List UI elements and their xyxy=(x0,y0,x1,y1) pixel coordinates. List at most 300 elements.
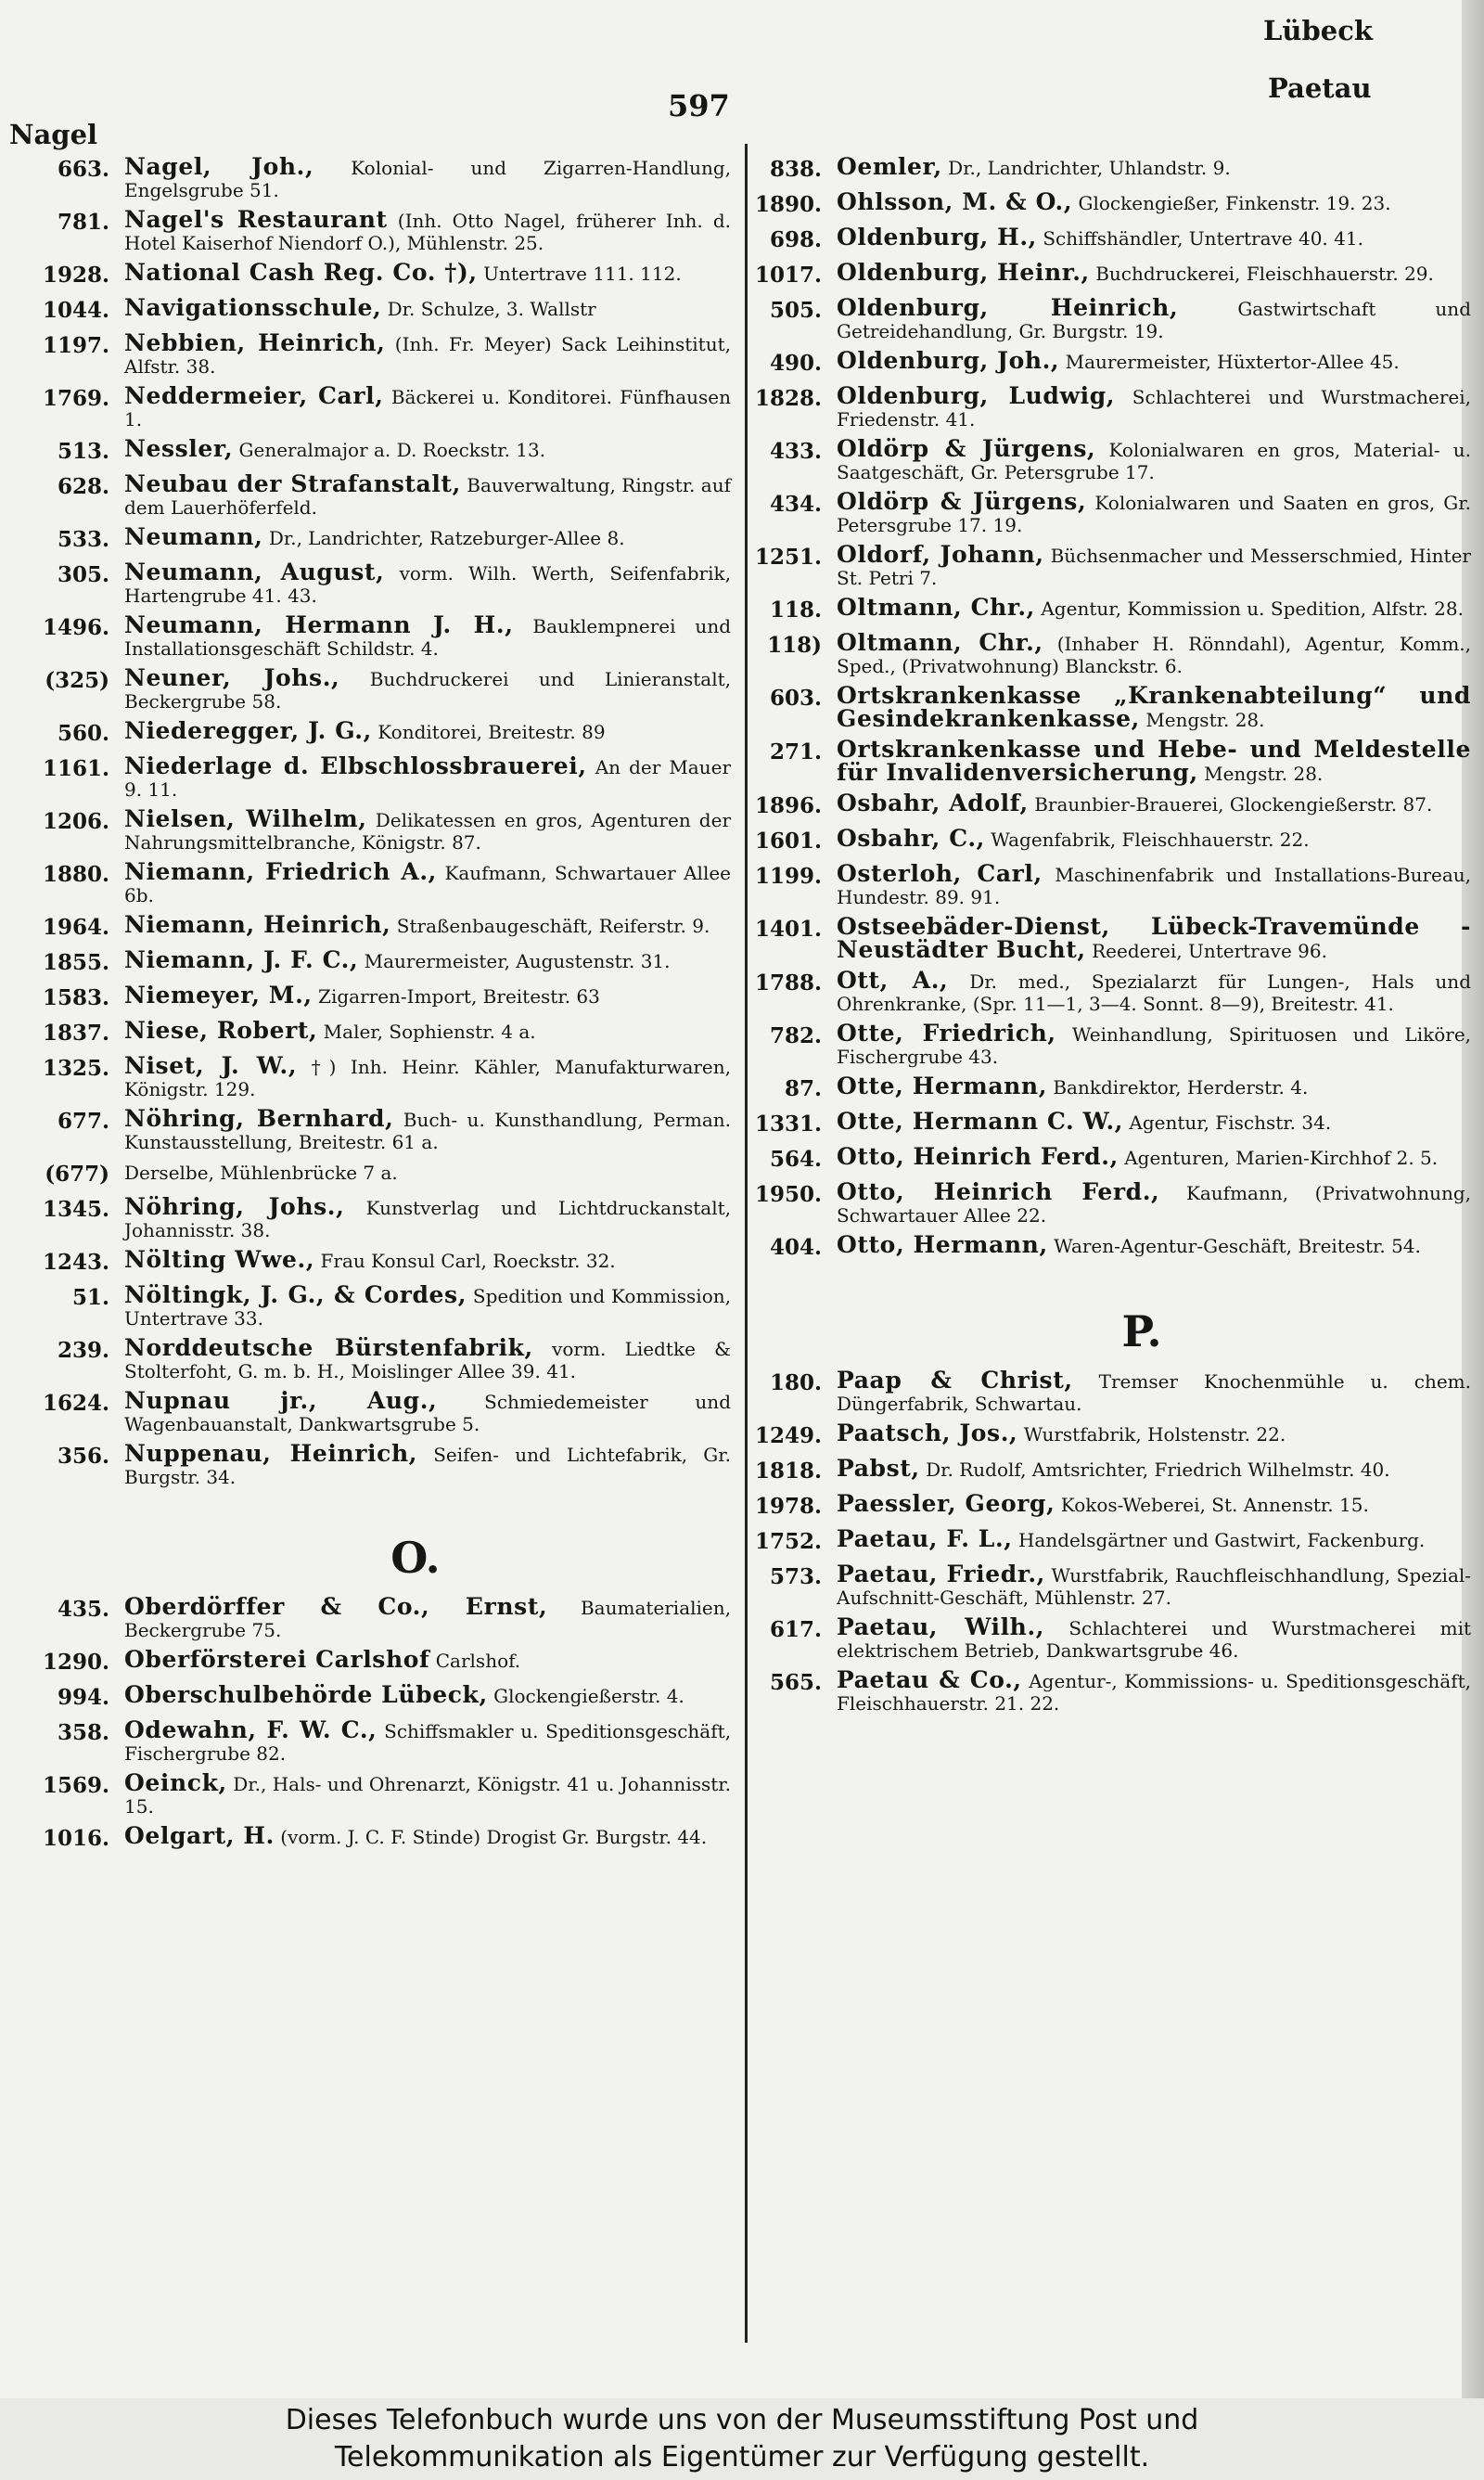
entry-body xyxy=(124,153,731,201)
entry-details: Mengstr. 28. xyxy=(1145,709,1265,731)
entry-body xyxy=(837,1666,1471,1715)
entry-body xyxy=(837,792,1471,820)
directory-entry xyxy=(729,188,1471,219)
footer-line-1: Dieses Telefonbuch wurde uns von der Museumsstiftung Post und xyxy=(285,2404,1199,2436)
entry-phone-number: 1161. xyxy=(42,756,109,781)
entry-name: Otte, Hermann, xyxy=(837,1073,1047,1099)
entry-phone-number: 358. xyxy=(57,1720,109,1745)
entry-body xyxy=(124,1822,731,1853)
entry-phone-number: 434. xyxy=(769,492,822,517)
entry-phone-number: 1837. xyxy=(42,1021,109,1046)
directory-entry xyxy=(729,1108,1471,1138)
entry-body xyxy=(837,1108,1471,1138)
entry-phone-number: 1331. xyxy=(754,1112,822,1137)
entry-phone-number: 1978. xyxy=(754,1494,822,1519)
entry-body xyxy=(837,382,1472,430)
entry-body xyxy=(124,435,731,466)
entry-phone-number: 994. xyxy=(57,1685,109,1710)
entry-phone-number: (677) xyxy=(45,1162,109,1187)
directory-entry xyxy=(729,1525,1471,1556)
directory-entry xyxy=(729,382,1472,430)
entry-body xyxy=(837,1490,1471,1521)
left-column xyxy=(17,153,732,1860)
entry-details: Kunstverlag und Lichtdruckanstalt, Johannisstr. 38. xyxy=(124,1197,731,1241)
entry-body xyxy=(124,1161,731,1189)
entry-details: Agenturen, Marien-Kirchhof 2. 5. xyxy=(1124,1147,1439,1169)
directory-entry xyxy=(729,1231,1471,1262)
directory-entry xyxy=(729,1422,1471,1450)
directory-entry xyxy=(17,1105,732,1153)
entry-details: (vorm. J. C. F. Stinde) Drogist Gr. Burgstr. 44. xyxy=(280,1826,708,1848)
entry-details: Agentur, Kommission u. Spedition, Alfstr. 28. xyxy=(1041,598,1464,620)
entry-body xyxy=(837,1022,1471,1068)
entry-body xyxy=(837,594,1471,624)
entry-name: Neddermeier, Carl, xyxy=(124,382,384,409)
entry-phone-number: 781. xyxy=(57,210,109,235)
entry-name: Osbahr, C., xyxy=(837,825,985,852)
directory-entry xyxy=(17,1387,731,1435)
entry-details: Maschinenfabrik und Installations-Bureau, Hundestr. 89. 91. xyxy=(837,864,1472,908)
entry-phone-number: 1788. xyxy=(754,970,822,996)
entry-name: Oldenburg, Heinrich, xyxy=(837,294,1179,321)
entry-details: Kolonial- und Zigarren-Handlung, Engelsgrube 51. xyxy=(124,157,731,201)
entry-name: Nebbien, Heinrich, xyxy=(124,329,386,356)
directory-entry xyxy=(729,1075,1471,1103)
entry-phone-number: 1401. xyxy=(754,917,822,942)
entry-name: Osterloh, Carl, xyxy=(837,860,1043,887)
directory-entry xyxy=(17,329,731,378)
entry-body xyxy=(837,347,1471,378)
entry-name: Niemann, Friedrich A., xyxy=(124,858,437,885)
entry-details: (Inh. Fr. Meyer) Sack Leihinstitut, Alfstr. 38. xyxy=(124,333,731,378)
entry-details: (Inhaber H. Rönndahl), Agentur, Komm., Sped., (Privatwohnung) Blanckstr. 6. xyxy=(837,633,1471,677)
entry-body xyxy=(837,1178,1472,1227)
entry-body xyxy=(124,1281,731,1330)
right-column xyxy=(729,153,1472,1722)
directory-entry xyxy=(729,435,1472,483)
entry-body xyxy=(837,1422,1471,1450)
entry-name: Oldörp & Jürgens, xyxy=(837,488,1087,515)
entry-name: Oberförsterei Carlshof xyxy=(124,1646,430,1673)
entry-body xyxy=(124,752,732,801)
directory-entry xyxy=(729,1022,1471,1068)
entry-name: Ortskrankenkasse und Hebe- und Meldestelle für Invalidenversicherung, xyxy=(837,736,1471,786)
entry-body xyxy=(124,206,732,254)
entry-details: An der Mauer 9. 11. xyxy=(124,756,732,801)
entry-name: National Cash Reg. Co. †), xyxy=(124,259,478,286)
entry-name: Niemann, J. F. C., xyxy=(124,946,359,973)
entry-name: Nuppenau, Heinrich, xyxy=(124,1440,418,1467)
entry-body xyxy=(124,946,731,977)
entry-details: Bauklempnerei und Installationsgeschäft Schildstr. 4. xyxy=(124,615,731,660)
entry-body xyxy=(837,629,1471,677)
entry-name: Niese, Robert, xyxy=(124,1017,318,1044)
directory-entry xyxy=(729,259,1471,289)
entry-phone-number: 1251. xyxy=(754,545,822,570)
entry-details: Dr., Hals- und Ohrenarzt, Königstr. 41 u. Johannisstr. 15. xyxy=(124,1773,731,1818)
directory-entry xyxy=(17,153,731,201)
entry-phone-number: 1017. xyxy=(754,263,822,288)
entry-body xyxy=(124,1334,731,1382)
entries-p xyxy=(729,1369,1471,1715)
directory-entry xyxy=(729,792,1471,820)
entry-body xyxy=(837,1075,1471,1103)
entry-details: Tremser Knochenmühle u. chem. Düngerfabrik, Schwartau. xyxy=(837,1370,1471,1415)
entry-name: Oltmann, Chr., xyxy=(837,629,1043,656)
entry-phone-number: 838. xyxy=(769,157,822,182)
entry-phone-number: 305. xyxy=(57,562,109,587)
entry-name: Niederegger, J. G., xyxy=(124,717,372,744)
entry-phone-number: 1496. xyxy=(42,615,109,640)
entry-phone-number: 1928. xyxy=(42,263,109,288)
entry-phone-number: 1199. xyxy=(754,864,822,889)
directory-entry xyxy=(17,470,732,519)
entry-name: Neumann, Hermann J. H., xyxy=(124,611,514,638)
entry-details: Weinhandlung, Spirituosen und Liköre, Fischergrube 43. xyxy=(837,1023,1472,1068)
entry-name: Nielsen, Wilhelm, xyxy=(124,805,367,832)
directory-entry xyxy=(17,911,731,942)
entry-body xyxy=(837,294,1471,342)
entry-name: Oldörp & Jürgens, xyxy=(837,435,1096,462)
entry-body xyxy=(837,1231,1471,1262)
entry-details: Kolonialwaren en gros, Material- u. Saatgeschäft, Gr. Petersgrube 17. xyxy=(837,439,1472,483)
directory-entry xyxy=(729,860,1472,908)
entry-name: Otte, Hermann C. W., xyxy=(837,1108,1124,1135)
entry-name: Odewahn, F. W. C., xyxy=(124,1716,377,1743)
directory-entry xyxy=(729,488,1471,536)
directory-entry xyxy=(17,435,731,466)
entry-details: Glockengießer, Finkenstr. 19. 23. xyxy=(1078,192,1391,214)
entry-body xyxy=(124,382,732,430)
directory-entry xyxy=(17,259,731,289)
entry-body xyxy=(837,541,1471,589)
entry-phone-number: 118) xyxy=(767,633,822,658)
entry-body xyxy=(837,1525,1471,1556)
directory-entry xyxy=(17,858,732,906)
directory-entry xyxy=(729,153,1471,184)
entry-phone-number: 1044. xyxy=(42,298,109,323)
entry-body xyxy=(837,1613,1471,1662)
entry-body xyxy=(124,805,731,854)
entry-details: Seifen- und Lichtefabrik, Gr. Burgstr. 34. xyxy=(124,1444,731,1488)
footer-notice xyxy=(0,2398,1484,2480)
section-letter-o: O. xyxy=(390,1533,441,1583)
directory-entry xyxy=(729,913,1471,963)
directory-entry xyxy=(729,736,1471,786)
directory-entry xyxy=(17,382,732,430)
entry-body xyxy=(124,984,731,1012)
entry-name: Paetau, Wilh., xyxy=(837,1613,1045,1640)
entry-phone-number: 560. xyxy=(57,721,109,746)
entry-details: Gastwirtschaft und Getreidehandlung, Gr. Burgstr. 19. xyxy=(837,298,1471,342)
entry-name: Otto, Hermann, xyxy=(837,1231,1048,1258)
directory-entry xyxy=(17,523,731,554)
entry-details: Spedition und Kommission, Untertrave 33. xyxy=(124,1285,731,1330)
entry-name: Paap & Christ, xyxy=(837,1367,1073,1394)
entry-name: Ott, A., xyxy=(837,967,949,994)
directory-entry xyxy=(17,1281,731,1330)
entry-phone-number: 1880. xyxy=(42,862,109,887)
entry-phone-number: 435. xyxy=(57,1597,109,1622)
entry-name: Ortskrankenkasse „Krankenabteilung“ und Gesindekrankenkasse, xyxy=(837,682,1471,732)
entry-name: Oldenburg, Ludwig, xyxy=(837,382,1116,409)
entry-details: Dr., Landrichter, Uhlandstr. 9. xyxy=(948,157,1231,179)
entry-phone-number: 663. xyxy=(57,157,109,182)
entries-o-continued xyxy=(729,153,1472,1262)
entry-name: Pabst, xyxy=(837,1455,920,1482)
entry-body xyxy=(837,1455,1471,1485)
entry-phone-number: 1818. xyxy=(754,1458,822,1484)
entry-name: Navigationsschule, xyxy=(124,294,382,321)
entry-phone-number: 513. xyxy=(57,439,109,464)
entry-body xyxy=(837,1143,1471,1174)
entry-body xyxy=(837,736,1471,786)
entry-details: Dr., Landrichter, Ratzeburger-Allee 8. xyxy=(268,527,625,549)
entry-phone-number: 1828. xyxy=(754,386,822,411)
directory-entry xyxy=(17,1681,731,1712)
entry-phone-number: 1624. xyxy=(42,1391,109,1416)
entry-name: Oldorf, Johann, xyxy=(837,541,1044,568)
header-range-end: Paetau xyxy=(1268,72,1372,104)
entry-details: Wurstfabrik, Rauchfleischhandlung, Spezial-Aufschnitt-Geschäft, Mühlenstr. 27. xyxy=(837,1564,1472,1609)
directory-entry xyxy=(17,805,731,854)
entry-name: Ohlsson, M. & O., xyxy=(837,188,1073,215)
directory-entry xyxy=(17,1017,731,1047)
directory-entry xyxy=(729,541,1471,589)
entry-body xyxy=(124,259,731,289)
entry-phone-number: 356. xyxy=(57,1444,109,1469)
entry-phone-number: 1601. xyxy=(754,829,822,854)
entry-name: Neumann, August, xyxy=(124,559,385,585)
entry-name: Neubau der Strafanstalt, xyxy=(124,470,461,497)
entry-name: Norddeutsche Bürstenfabrik, xyxy=(124,1334,533,1361)
entry-phone-number: 603. xyxy=(769,686,822,711)
entry-details: (Inh. Otto Nagel, früherer Inh. d. Hotel Kaiserhof Niendorf O.), Mühlenstr. 25. xyxy=(124,210,732,254)
directory-entry xyxy=(17,561,731,607)
entry-phone-number: 1855. xyxy=(42,950,109,975)
directory-entry xyxy=(729,594,1471,624)
entry-details: Generalmajor a. D. Roeckstr. 13. xyxy=(238,439,546,461)
entry-phone-number: 1206. xyxy=(42,809,109,834)
directory-entry xyxy=(729,347,1471,378)
directory-entry xyxy=(729,226,1471,254)
entry-name: Nöhring, Johs., xyxy=(124,1193,345,1220)
entry-phone-number: 533. xyxy=(57,527,109,552)
directory-entry xyxy=(729,1563,1471,1609)
entry-phone-number: 433. xyxy=(769,439,822,464)
entry-body xyxy=(124,1387,731,1435)
directory-entry xyxy=(17,1440,731,1488)
entry-details: Waren-Agentur-Geschäft, Breitestr. 54. xyxy=(1054,1235,1421,1257)
directory-entry xyxy=(17,664,731,713)
directory-entry xyxy=(17,206,732,254)
entry-body xyxy=(837,1369,1471,1415)
entry-details: Maurermeister, Augustenstr. 31. xyxy=(364,950,671,972)
directory-entry xyxy=(17,294,731,325)
entry-details: Dr. med., Spezialarzt für Lungen-, Hals und Ohrenkranke, (Spr. 11—1, 3—4. Sonnt. 8—9), Breitestr. 41. xyxy=(837,970,1471,1015)
entry-details: Baumaterialien, Beckergrube 75. xyxy=(124,1597,731,1641)
entry-name: Oberdörffer & Co., Ernst, xyxy=(124,1593,548,1620)
entry-body xyxy=(837,1563,1471,1609)
directory-entry xyxy=(17,1593,731,1641)
directory-entry xyxy=(17,752,732,801)
entry-body xyxy=(124,470,732,519)
directory-entry xyxy=(729,1613,1471,1662)
entry-body xyxy=(124,329,731,378)
entry-details: Reederei, Untertrave 96. xyxy=(1092,940,1327,962)
directory-entry xyxy=(17,1193,731,1241)
header-city: Lübeck xyxy=(1263,15,1373,46)
directory-entry xyxy=(17,1246,731,1277)
entry-phone-number: 573. xyxy=(769,1564,822,1589)
entry-details: Derselbe, Mühlenbrücke 7 a. xyxy=(124,1162,398,1184)
entry-name: Oelgart, H. xyxy=(124,1822,275,1849)
entry-phone-number: 1569. xyxy=(42,1773,109,1798)
entry-details: Bankdirektor, Herderstr. 4. xyxy=(1053,1076,1309,1099)
entry-body xyxy=(124,858,732,906)
entry-body xyxy=(124,911,731,942)
entry-body xyxy=(124,523,731,554)
entry-details: Glockengießerstr. 4. xyxy=(493,1685,684,1707)
entry-details: Bauverwaltung, Ringstr. auf dem Lauerhöferfeld. xyxy=(124,474,732,519)
entry-name: Oeinck, xyxy=(124,1769,227,1796)
directory-entry xyxy=(17,1822,731,1853)
entry-details: Kokos-Weberei, St. Annenstr. 15. xyxy=(1060,1494,1369,1516)
entry-details: Carlshof. xyxy=(435,1650,521,1672)
entry-details: vorm. Liedtke & Stolterfoht, G. m. b. H., Moislinger Allee 39. 41. xyxy=(124,1338,731,1382)
entry-name: Nöltingk, J. G., & Cordes, xyxy=(124,1281,467,1308)
entry-name: Paetau, F. L., xyxy=(837,1525,1013,1552)
entry-name: Oltmann, Chr., xyxy=(837,594,1035,621)
entry-details: Schiffshändler, Untertrave 40. 41. xyxy=(1043,227,1363,250)
entry-details: Schlachterei und Wurstmacherei, Friedenstr. 41. xyxy=(837,386,1472,430)
entry-name: Paetau & Co., xyxy=(837,1666,1022,1693)
entry-phone-number: 1243. xyxy=(42,1250,109,1275)
directory-entry xyxy=(17,717,731,748)
entry-body xyxy=(124,1052,732,1100)
entry-details: Kaufmann, Schwartauer Allee 6b. xyxy=(124,862,732,906)
entry-name: Niset, J. W., xyxy=(124,1052,298,1079)
directory-entry xyxy=(729,1369,1471,1415)
entry-body xyxy=(124,717,731,748)
entry-name: Nöhring, Bernhard, xyxy=(124,1105,394,1132)
entry-details: Wurstfabrik, Holstenstr. 22. xyxy=(1023,1423,1286,1446)
directory-entry xyxy=(17,946,731,977)
entry-phone-number: 1950. xyxy=(754,1182,822,1207)
entry-details: Dr. Rudolf, Amtsrichter, Friedrich Wilhelmstr. 40. xyxy=(926,1458,1390,1481)
entry-name: Nagel, Joh., xyxy=(124,153,314,180)
entry-phone-number: (325) xyxy=(45,668,109,693)
entry-body xyxy=(837,153,1471,184)
entry-phone-number: 180. xyxy=(769,1370,822,1395)
entry-name: Nölting Wwe., xyxy=(124,1246,315,1273)
entry-body xyxy=(837,913,1471,963)
entry-body xyxy=(124,561,731,607)
entry-details: Delikatessen en gros, Agenturen der Nahrungsmittelbranche, Königstr. 87. xyxy=(124,809,731,854)
entry-details: Zigarren-Import, Breitestr. 63 xyxy=(318,985,600,1008)
entry-phone-number: 1583. xyxy=(42,985,109,1010)
directory-entry xyxy=(17,1716,731,1765)
entry-body xyxy=(837,188,1471,219)
entry-details: Bäckerei u. Konditorei. Fünfhausen 1. xyxy=(124,386,732,430)
entry-body xyxy=(837,226,1471,254)
entry-body xyxy=(124,1769,731,1818)
entry-details: Buch- u. Kunsthandlung, Perman. Kunstausstellung, Breitestr. 61 a. xyxy=(124,1109,732,1153)
directory-entry xyxy=(729,1666,1471,1715)
entry-body xyxy=(124,1440,731,1488)
entry-body xyxy=(124,664,731,713)
entry-body xyxy=(837,682,1471,732)
entry-phone-number: 565. xyxy=(769,1670,822,1695)
entry-phone-number: 239. xyxy=(57,1338,109,1363)
directory-entry xyxy=(729,967,1471,1015)
entry-body xyxy=(837,435,1472,483)
entry-name: Oldenburg, Heinr., xyxy=(837,259,1090,286)
entry-details: †) Inh. Heinr. Kähler, Manufakturwaren, Königstr. 129. xyxy=(124,1056,732,1100)
entry-details: Konditorei, Breitestr. 89 xyxy=(377,721,606,743)
entry-details: Braunbier-Brauerei, Glockengießerstr. 87. xyxy=(1034,793,1433,816)
entry-body xyxy=(837,488,1471,536)
footer-line-2: Telekommunikation als Eigentümer zur Verfügung gestellt. xyxy=(334,2441,1150,2474)
directory-entry xyxy=(17,1769,731,1818)
entry-phone-number: 1345. xyxy=(42,1197,109,1222)
entry-phone-number: 1290. xyxy=(42,1650,109,1675)
page-number: 597 xyxy=(668,88,730,123)
entry-body xyxy=(124,1716,731,1765)
entry-phone-number: 51. xyxy=(71,1285,109,1310)
entry-body xyxy=(124,1017,731,1047)
entry-phone-number: 1890. xyxy=(754,192,822,217)
entry-body xyxy=(124,1593,731,1641)
entry-name: Neumann, xyxy=(124,523,263,550)
entry-phone-number: 1325. xyxy=(42,1056,109,1081)
entry-phone-number: 628. xyxy=(57,474,109,499)
entry-body xyxy=(124,1105,732,1153)
entry-details: Agentur-, Kommissions- u. Speditionsgeschäft, Fleischhauerstr. 21. 22. xyxy=(837,1670,1471,1715)
entry-body xyxy=(124,1681,731,1712)
entry-name: Ostseebäder-Dienst, Lübeck-Travemünde - Neustädter Bucht, xyxy=(837,913,1471,963)
entry-details: Maler, Sophienstr. 4 a. xyxy=(323,1021,536,1043)
directory-entry xyxy=(17,1161,731,1189)
entry-body xyxy=(837,967,1471,1015)
entry-name: Oberschulbehörde Lübeck, xyxy=(124,1681,488,1708)
directory-entry xyxy=(729,682,1471,732)
entry-details: Maurermeister, Hüxtertor-Allee 45. xyxy=(1065,351,1400,373)
entry-name: Nessler, xyxy=(124,435,234,462)
entry-details: Kaufmann, (Privatwohnung, Schwartauer Allee 22. xyxy=(837,1182,1472,1227)
entry-details: Buchdruckerei und Linieranstalt, Beckergrube 58. xyxy=(124,668,731,713)
entry-body xyxy=(837,825,1471,855)
entry-phone-number: 1249. xyxy=(754,1423,822,1448)
directory-entry xyxy=(17,984,731,1012)
directory-entry xyxy=(729,1455,1471,1485)
entry-name: Paetau, Friedr., xyxy=(837,1561,1045,1587)
entry-body xyxy=(124,1193,731,1241)
directory-entry xyxy=(729,1490,1471,1521)
entry-phone-number: 87. xyxy=(784,1076,822,1101)
entry-phone-number: 1769. xyxy=(42,386,109,411)
entry-name: Otte, Friedrich, xyxy=(837,1020,1056,1047)
entry-name: Oldenburg, Joh., xyxy=(837,347,1060,374)
entry-name: Niemann, Heinrich, xyxy=(124,911,391,938)
entry-details: Straßenbaugeschäft, Reiferstr. 9. xyxy=(396,915,710,937)
entry-name: Niederlage d. Elbschlossbrauerei, xyxy=(124,752,587,779)
entry-phone-number: 1752. xyxy=(754,1529,822,1554)
directory-entry xyxy=(17,1334,731,1382)
entry-phone-number: 564. xyxy=(769,1147,822,1172)
entry-phone-number: 1016. xyxy=(42,1826,109,1851)
entry-name: Otto, Heinrich Ferd., xyxy=(837,1143,1119,1170)
